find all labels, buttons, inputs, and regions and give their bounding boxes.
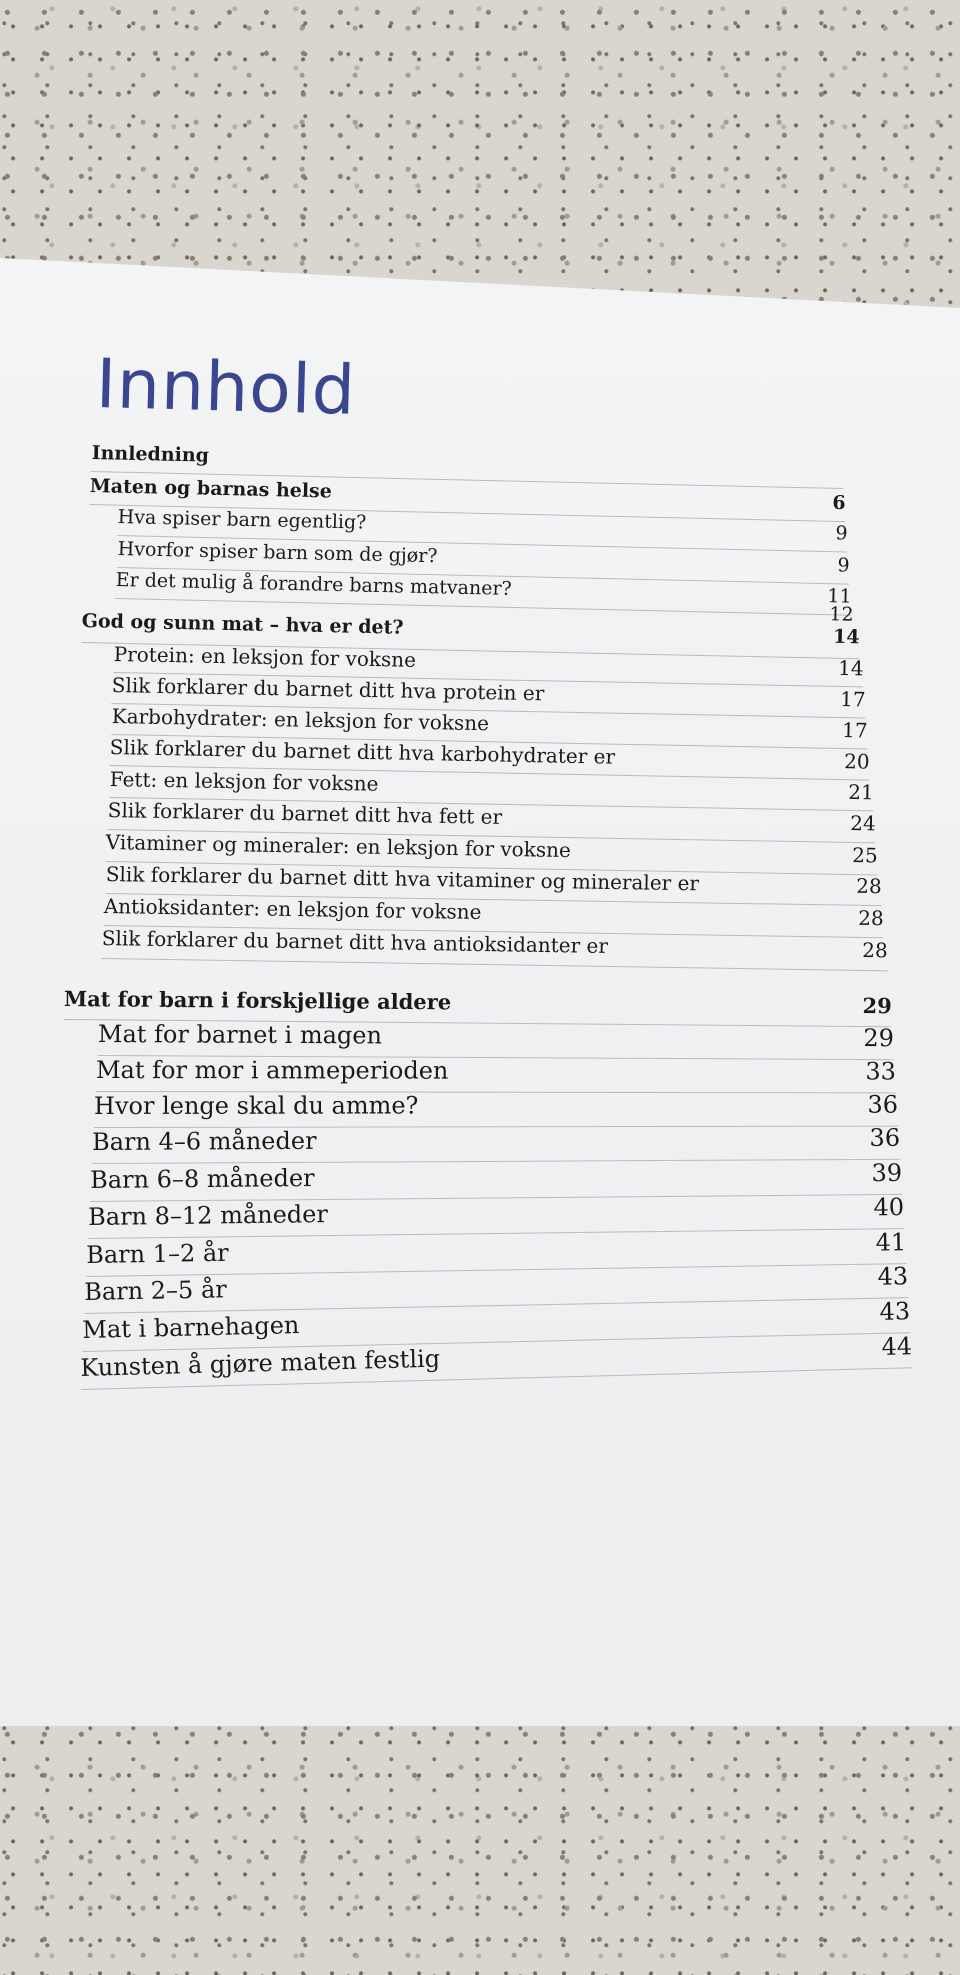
toc-entry-label: Barn 2–5 år bbox=[84, 1275, 227, 1306]
toc-entry-page: 17 bbox=[841, 718, 868, 743]
toc-entry-label: Innledning bbox=[91, 442, 210, 467]
toc-entry-page: 14 bbox=[832, 625, 860, 649]
toc-entry-label: Barn 1–2 år bbox=[86, 1238, 229, 1269]
toc-entry-label: Slik forklarer du barnet ditt hva karbohydrater er bbox=[109, 735, 616, 769]
toc-entry-label: Hva spiser barn egentlig? bbox=[117, 506, 367, 534]
toc-entry-page: 21 bbox=[848, 779, 874, 805]
toc-entry-label: Barn 8–12 måneder bbox=[88, 1200, 329, 1231]
toc-entry-page: 24 bbox=[850, 810, 876, 836]
toc-entry-label: Barn 6–8 måneder bbox=[90, 1164, 315, 1194]
toc-entry-page bbox=[803, 475, 843, 476]
toc-entry-label: Hvorfor spiser barn som de gjør? bbox=[117, 538, 438, 568]
toc-entry-page: 11 bbox=[827, 585, 852, 608]
toc-entry-label: God og sunn mat – hva er det? bbox=[81, 610, 404, 639]
toc-entry-page: 33 bbox=[865, 1057, 896, 1086]
toc-entry bbox=[94, 1091, 898, 1128]
toc-entry-page: 25 bbox=[852, 843, 878, 868]
toc-entry-page: 43 bbox=[877, 1262, 909, 1291]
toc-entry-page: 36 bbox=[867, 1090, 899, 1119]
toc-entry-label: Kunsten å gjøre maten festlig bbox=[80, 1344, 441, 1382]
toc-entry-label: Maten og barnas helse bbox=[89, 475, 333, 503]
toc-entry-label: Mat i barnehagen bbox=[82, 1311, 300, 1344]
toc-entry-label: Fett: en leksjon for voksne bbox=[109, 767, 379, 796]
toc-entry-page: 6 bbox=[832, 491, 846, 515]
page-title: Innhold bbox=[94, 345, 357, 431]
toc-entry-page: 20 bbox=[843, 749, 870, 774]
toc-entry-label: Mat for barnet i magen bbox=[97, 1020, 383, 1050]
toc-entry-page: 28 bbox=[862, 937, 888, 963]
toc-entry-page: 12 bbox=[829, 603, 854, 626]
toc-entry-page: 40 bbox=[873, 1193, 905, 1222]
toc-entry-label: Vitaminer og mineraler: en leksjon for voksne bbox=[105, 830, 572, 863]
toc-entry-label: Slik forklarer du barnet ditt hva vitaminer og mineraler er bbox=[105, 862, 700, 896]
toc-entry-label: Er det mulig å forandre barns matvaner? bbox=[115, 569, 512, 600]
toc-entry-label: Antioksidanter: en leksjon for voksne bbox=[103, 894, 482, 924]
toc-entry-page: 9 bbox=[835, 522, 848, 545]
toc-entry-label: Hvor lenge skal du amme? bbox=[94, 1091, 419, 1120]
toc-entry-page: 39 bbox=[871, 1158, 903, 1188]
toc-entry bbox=[96, 1056, 896, 1093]
toc-entry-label: Slik forklarer du barnet ditt hva antioksidanter er bbox=[101, 926, 609, 958]
toc-entry-page: 28 bbox=[858, 905, 884, 931]
toc-entry-label: Slik forklarer du barnet ditt hva fett er bbox=[107, 798, 503, 829]
toc-entry-label: Barn 4–6 måneder bbox=[92, 1126, 317, 1156]
toc-entry-page: 41 bbox=[875, 1228, 907, 1257]
toc-entry-page: 29 bbox=[862, 992, 892, 1019]
toc-entry-label: Mat for mor i ammeperioden bbox=[95, 1056, 449, 1085]
toc-entry-page: 44 bbox=[881, 1332, 913, 1362]
toc-entry-page: 14 bbox=[837, 655, 864, 681]
toc-entry-page: 29 bbox=[863, 1024, 894, 1053]
toc-entry-label: Slik forklarer du barnet ditt hva protein er bbox=[111, 673, 545, 706]
toc-entry-label: Karbohydrater: en leksjon for voksne bbox=[111, 704, 490, 736]
toc-entry-page: 28 bbox=[856, 873, 882, 899]
toc-entry-page: 43 bbox=[879, 1297, 911, 1326]
toc-entry bbox=[98, 1020, 894, 1060]
toc-entry-page: 36 bbox=[869, 1123, 901, 1152]
toc-entry bbox=[92, 1124, 900, 1164]
toc-entry-page: 9 bbox=[837, 554, 850, 577]
toc-entry-label: Mat for barn i forskjellige aldere bbox=[63, 986, 452, 1015]
toc-entry-page: 17 bbox=[839, 686, 866, 712]
toc-entry-label: Protein: en leksjon for voksne bbox=[113, 642, 417, 672]
